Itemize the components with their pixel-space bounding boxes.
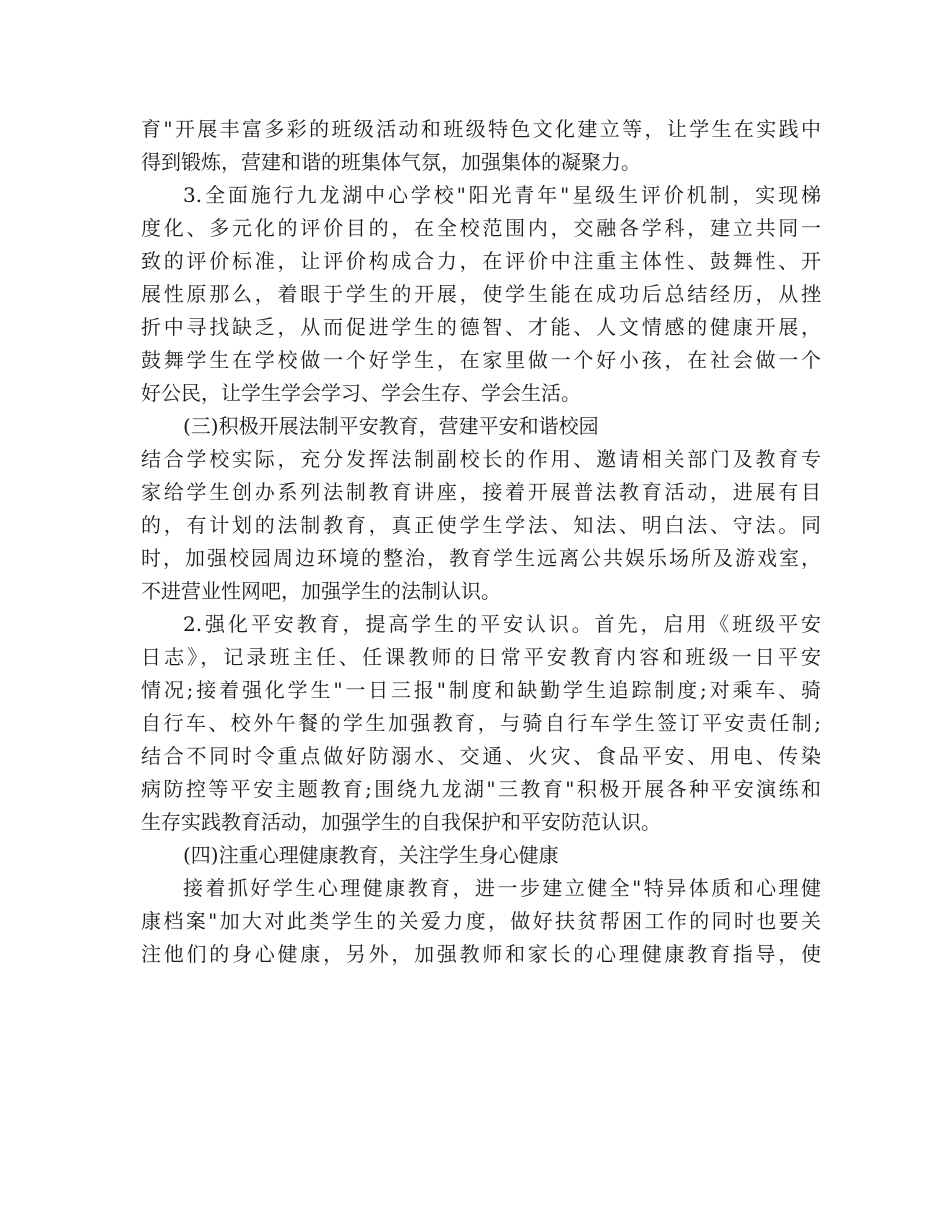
text-line: 鼓舞学生在学校做一个好学生，在家里做一个好小孩，在社会做一个 xyxy=(141,348,821,372)
text-line: 3.全面施行九龙湖中心学校"阳光青年"星级生评价机制，实现梯 xyxy=(183,183,821,207)
text-line: 得到锻炼，营建和谐的班集体气氛，加强集体的凝聚力。 xyxy=(141,150,641,174)
text-line: 好公民，让学生学会学习、学会生存、学会生活。 xyxy=(141,381,581,405)
text-line: 结合学校实际，充分发挥法制副校长的作用、邀请相关部门及教育专 xyxy=(141,447,821,471)
text-line: 展性原那么，着眼于学生的开展，使学生能在成功后总结经历，从挫 xyxy=(141,282,821,306)
text-line: 家给学生创办系列法制教育讲座，接着开展普法教育活动，进展有目 xyxy=(141,480,821,504)
text-line: 不进营业性网吧，加强学生的法制认识。 xyxy=(141,579,501,603)
text-line: 自行车、校外午餐的学生加强教育，与骑自行车学生签订平安责任制; xyxy=(141,711,821,735)
text-line: 情况;接着强化学生"一日三报"制度和缺勤学生追踪制度;对乘车、骑 xyxy=(141,678,821,702)
section-heading: (三)积极开展法制平安教育，营建平安和谐校园 xyxy=(183,414,599,438)
text-line: 康档案"加大对此类学生的关爱力度，做好扶贫帮困工作的同时也要关 xyxy=(141,909,821,933)
text-line: 接着抓好学生心理健康教育，进一步建立健全"特异体质和心理健 xyxy=(183,876,821,900)
text-line: 的，有计划的法制教育，真正使学生学法、知法、明白法、守法。同 xyxy=(141,513,821,537)
text-line: 病防控等平安主题教育;围绕九龙湖"三教育"积极开展各种平安演练和 xyxy=(141,777,821,801)
text-line: 时，加强校园周边环境的整治，教育学生远离公共娱乐场所及游戏室， xyxy=(141,546,821,570)
text-line: 折中寻找缺乏，从而促进学生的德智、才能、人文情感的健康开展， xyxy=(141,315,821,339)
section-heading: (四)注重心理健康教育，关注学生身心健康 xyxy=(183,843,559,867)
text-line: 日志》，记录班主任、任课教师的日常平安教育内容和班级一日平安 xyxy=(141,645,821,669)
text-line: 致的评价标准，让评价构成合力，在评价中注重主体性、鼓舞性、开 xyxy=(141,249,821,273)
text-line: 生存实践教育活动，加强学生的自我保护和平安防范认识。 xyxy=(141,810,661,834)
text-line: 2.强化平安教育，提高学生的平安认识。首先，启用《班级平安 xyxy=(183,612,821,636)
text-line: 注他们的身心健康，另外，加强教师和家长的心理健康教育指导，使 xyxy=(141,942,821,966)
body-text xyxy=(141,113,821,971)
text-line: 育"开展丰富多彩的班级活动和班级特色文化建立等，让学生在实践中 xyxy=(141,117,821,141)
text-line: 结合不同时令重点做好防溺水、交通、火灾、食品平安、用电、传染 xyxy=(141,744,821,768)
text-line: 度化、多元化的评价目的，在全校范围内，交融各学科，建立共同一 xyxy=(141,216,821,240)
